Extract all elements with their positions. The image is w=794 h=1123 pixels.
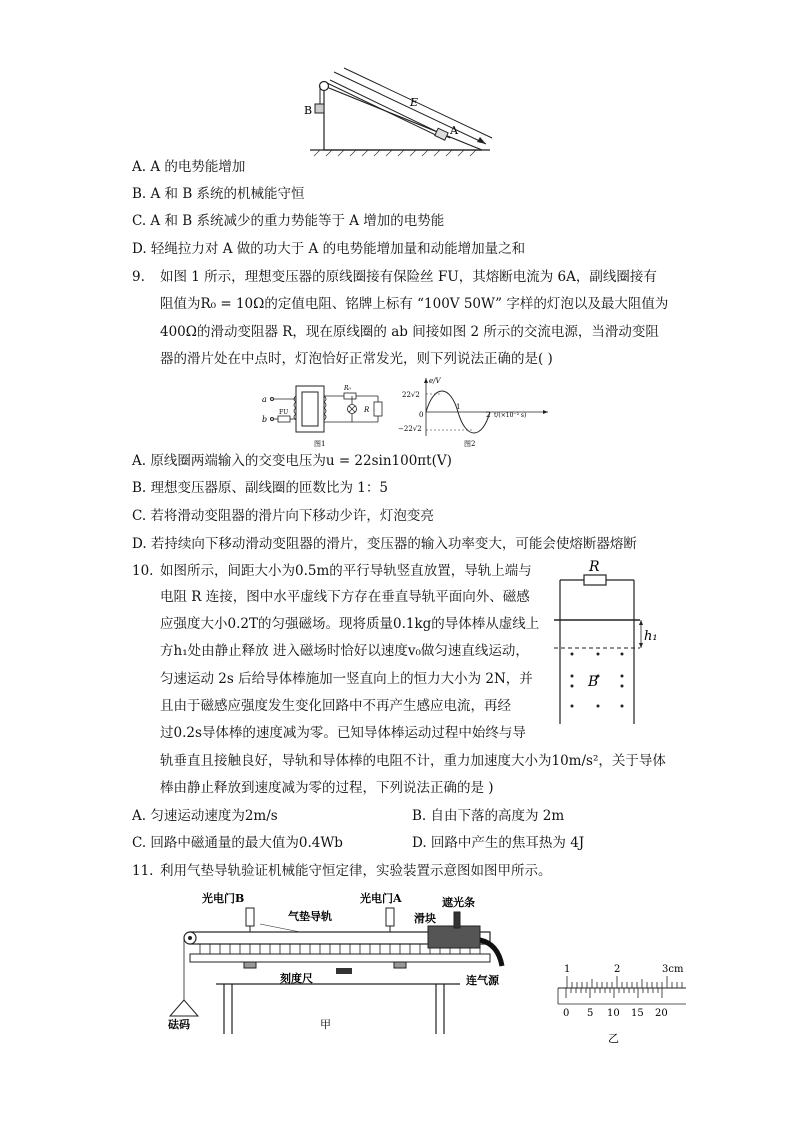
q9-line-2: 阻值为R₀ = 10Ω的定值电阻、铭牌上标有 “100V 50W” 字样的灯泡以及最大阻值为 xyxy=(160,296,669,312)
vernier-label-10: 10 xyxy=(607,1008,620,1019)
terminal-a-label: a xyxy=(262,395,267,404)
q10-option-b: B. 自由下落的高度为 2m xyxy=(412,808,565,824)
y-max-label: 22√2 xyxy=(402,391,420,399)
gate-a-label: 光电门A xyxy=(360,892,402,905)
gate-b-label: 光电门B xyxy=(202,892,245,905)
q10-option-a: A. 匀速运动速度为2m/s xyxy=(132,808,278,824)
q9-line-1: 如图 1 所示，理想变压器的原线圈接有保险丝 FU，其熔断电流为 6A，副线圈接有 xyxy=(160,269,657,285)
h1-label: h₁ xyxy=(644,629,658,644)
y-axis-label: e/V xyxy=(429,377,441,385)
q9-option-a: A. 原线圈两端输入的交变电压为u = 22sin100πt(V) xyxy=(132,453,452,469)
q10-line-1: 如图所示，间距大小为0.5m的平行导轨竖直放置，导轨上端与 xyxy=(160,563,532,579)
scale-label: 刻度尺 xyxy=(280,972,313,985)
label-a: A xyxy=(450,124,458,137)
vernier-label-5: 5 xyxy=(587,1008,594,1019)
label-b: B xyxy=(304,104,313,117)
q11-line: 利用气垫导轨验证机械能守恒定律，实验装置示意图如图甲所示。 xyxy=(160,863,552,879)
q10-line-6: 且由于磁感应强度发生变化回路中不再产生感应电流，再经 xyxy=(160,698,511,714)
vernier-label-15: 15 xyxy=(631,1008,644,1019)
t1-label: 1 xyxy=(456,403,461,411)
vernier-label-20: 20 xyxy=(655,1008,668,1019)
fig2-caption: 图2 xyxy=(464,440,476,448)
transformer-circuit-figure xyxy=(258,378,388,450)
q9-line-4: 器的滑片处在中点时，灯泡恰好正常发光，则下列说法正确的是( ) xyxy=(160,351,553,367)
q8-option-c: C. A 和 B 系统减少的重力势能等于 A 增加的电势能 xyxy=(132,213,445,229)
slider-label: 滑块 xyxy=(414,912,436,925)
q10-line-2: 电阻 R 连接，图中水平虚线下方存在垂直导轨平面向外、磁感 xyxy=(160,589,530,605)
main-label-2: 2 xyxy=(614,964,621,975)
vernier-label-0: 0 xyxy=(563,1008,570,1019)
q9-option-c: C. 若将滑动变阻器的滑片向下移动少许，灯泡变亮 xyxy=(132,508,434,524)
sine-wave-figure xyxy=(398,374,558,450)
q8-option-a: A. A 的电势能增加 xyxy=(132,159,246,175)
rails-field-figure xyxy=(548,558,668,726)
fig-a-caption: 甲 xyxy=(320,1018,331,1031)
q10-option-d: D. 回路中产生的焦耳热为 4J xyxy=(412,835,585,851)
q10-line-4: 方h₁处由静止释放 进入磁场时恰好以速度v₀做匀速直线运动， xyxy=(160,643,529,659)
fig1-caption: 图1 xyxy=(314,440,326,448)
q10-line-7: 过0.2s导体棒的速度减为零。已知导体棒运动过程中始终与导 xyxy=(160,725,526,741)
origin-label: 0 xyxy=(419,411,424,419)
air-source-label: 连气源 xyxy=(466,974,499,987)
weight-label: 砝码 xyxy=(168,1018,190,1031)
q9-option-b: B. 理想变压器原、副线圈的匝数比为 1：5 xyxy=(132,480,388,496)
x-axis-label: t/(×10⁻² s) xyxy=(494,412,527,419)
r0-label: R₀ xyxy=(344,385,351,392)
resistor-label: R xyxy=(589,559,600,575)
rail-label: 气垫导轨 xyxy=(288,910,332,923)
label-e: E xyxy=(410,96,419,109)
q9-line-3: 400Ω的滑动变阻器 R，现在原线圈的 ab 间接如图 2 所示的交流电源，当滑动变阻 xyxy=(160,324,659,340)
main-label-3: 3cm xyxy=(662,964,684,975)
b-field-label: B xyxy=(588,674,599,690)
q9-number: 9. xyxy=(132,269,145,285)
vernier-scale-figure xyxy=(552,958,692,1050)
q10-number: 10. xyxy=(132,563,154,579)
incline-figure xyxy=(300,66,500,158)
r-label: R xyxy=(364,406,370,414)
q10-line-5: 匀速运动 2s 后给导体棒施加一竖直向上的恒力大小为 2N，并 xyxy=(160,671,533,687)
q8-option-d: D. 轻绳拉力对 A 做的功大于 A 的电势能增加量和动能增加量之和 xyxy=(132,241,526,257)
q10-option-c: C. 回路中磁通量的最大值为0.4Wb xyxy=(132,835,343,851)
q10-line-3: 应强度大小0.2T的匀强磁场。现将质量0.1kg的导体棒从虚线上 xyxy=(160,616,540,632)
t2-label: 2 xyxy=(486,411,491,419)
q8-option-b: B. A 和 B 系统的机械能守恒 xyxy=(132,186,305,202)
q9-option-d: D. 若持续向下移动滑动变阻器的滑片，变压器的输入功率变大，可能会使熔断器熔断 xyxy=(132,536,637,552)
q10-line-9: 棒由静止释放到速度减为零的过程，下列说法正确的是 ) xyxy=(160,780,494,796)
fuse-label: FU xyxy=(279,409,289,416)
y-min-label: −22√2 xyxy=(398,425,422,433)
main-label-1: 1 xyxy=(564,964,571,975)
terminal-b-label: b xyxy=(262,415,268,424)
q11-number: 11. xyxy=(132,863,154,879)
q10-line-8: 轨垂直且接触良好，导轨和导体棒的电阻不计，重力加速度大小为10m/s²，关于导体 xyxy=(160,753,666,769)
air-track-figure xyxy=(160,888,510,1038)
strip-label: 遮光条 xyxy=(442,896,475,909)
fig-b-caption: 乙 xyxy=(608,1032,619,1045)
